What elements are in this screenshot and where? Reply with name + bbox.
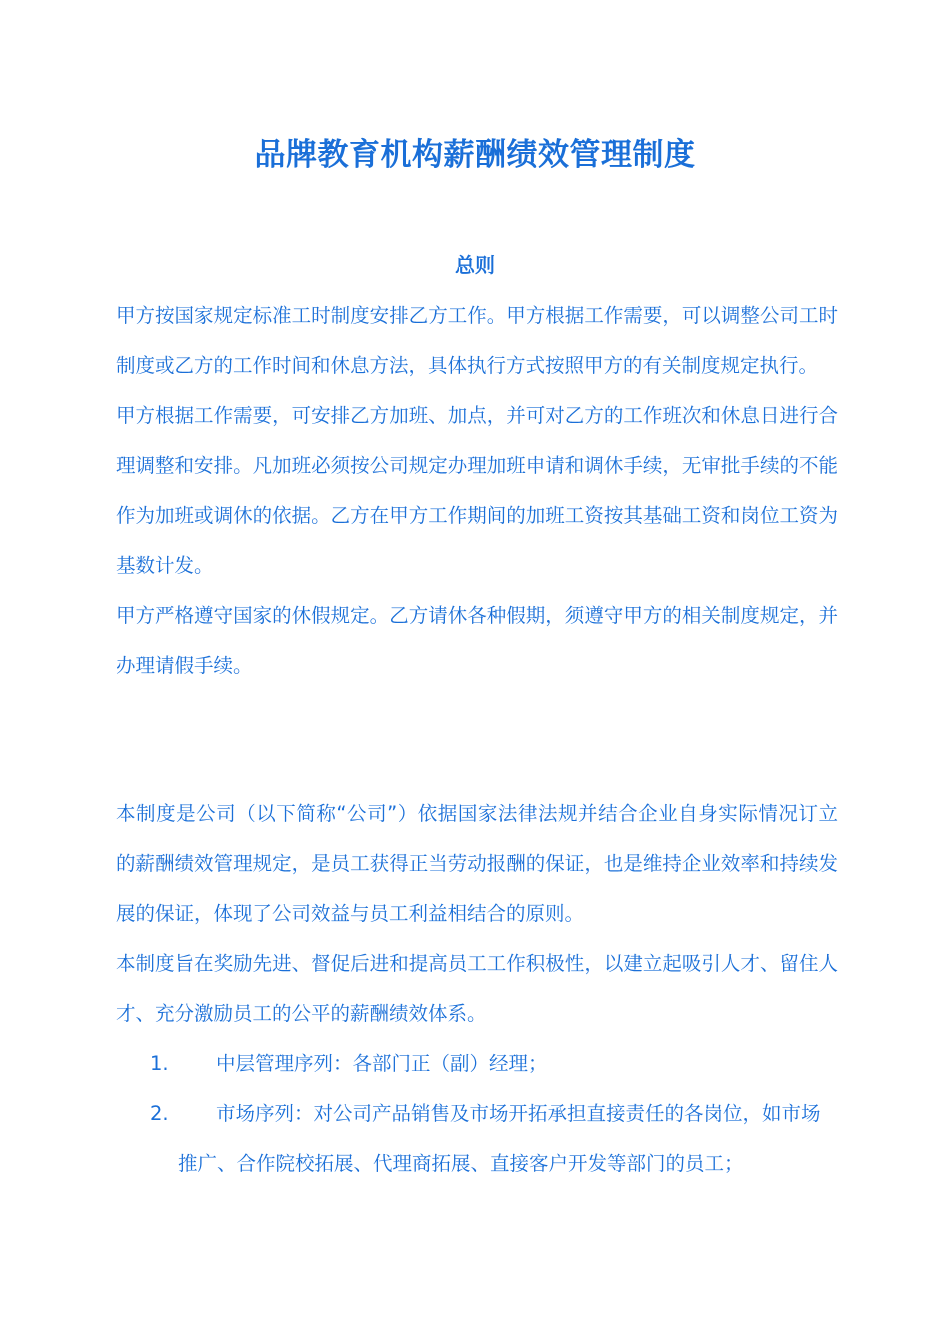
paragraph-policy-purpose: 本制度旨在奖励先进、督促后进和提高员工工作积极性，以建立起吸引人才、留住人才、充分激励员工的公平的薪酬绩效体系。 xyxy=(116,952,838,1025)
paragraph-working-hours: 甲方按国家规定标准工时制度安排乙方工作。甲方根据工作需要，可以调整公司工时制度或乙方的工作时间和休息方法，具体执行方式按照甲方的有关制度规定执行。 xyxy=(116,304,838,377)
policy-introduction xyxy=(116,789,838,1039)
list-item-number: 1. xyxy=(150,1052,169,1075)
section-heading-general: 总则 xyxy=(455,253,495,277)
list-item xyxy=(116,1039,838,1089)
list-item-text: 市场序列：对公司产品销售及市场开拓承担直接责任的各岗位，如市场推广、合作院校拓展、代理商拓展、直接客户开发等部门的员工； xyxy=(178,1102,821,1175)
document-title: 品牌教育机构薪酬绩效管理制度 xyxy=(254,137,696,173)
paragraph-leave: 甲方严格遵守国家的休假规定。乙方请休各种假期，须遵守甲方的相关制度规定，并办理请假手续。 xyxy=(116,604,838,677)
paragraph-overtime: 甲方根据工作需要，可安排乙方加班、加点，并可对乙方的工作班次和休息日进行合理调整和安排。凡加班必须按公司规定办理加班申请和调休手续，无审批手续的不能作为加班或调休的依据。乙方在甲方工作期间的加班工资按其基础工资和岗位工资为基数计发。 xyxy=(116,404,838,577)
staff-category-list xyxy=(116,1039,838,1189)
list-item-number: 2. xyxy=(150,1102,169,1125)
general-provisions xyxy=(116,291,838,691)
list-item-text: 中层管理序列：各部门正（副）经理； xyxy=(216,1052,548,1075)
paragraph-policy-basis: 本制度是公司（以下简称“公司”）依据国家法律法规并结合企业自身实际情况订立的薪酬绩效管理规定，是员工获得正当劳动报酬的保证，也是维持企业效率和持续发展的保证，体现了公司效益与员工利益相结合的原则。 xyxy=(116,802,838,925)
list-item xyxy=(116,1089,838,1189)
